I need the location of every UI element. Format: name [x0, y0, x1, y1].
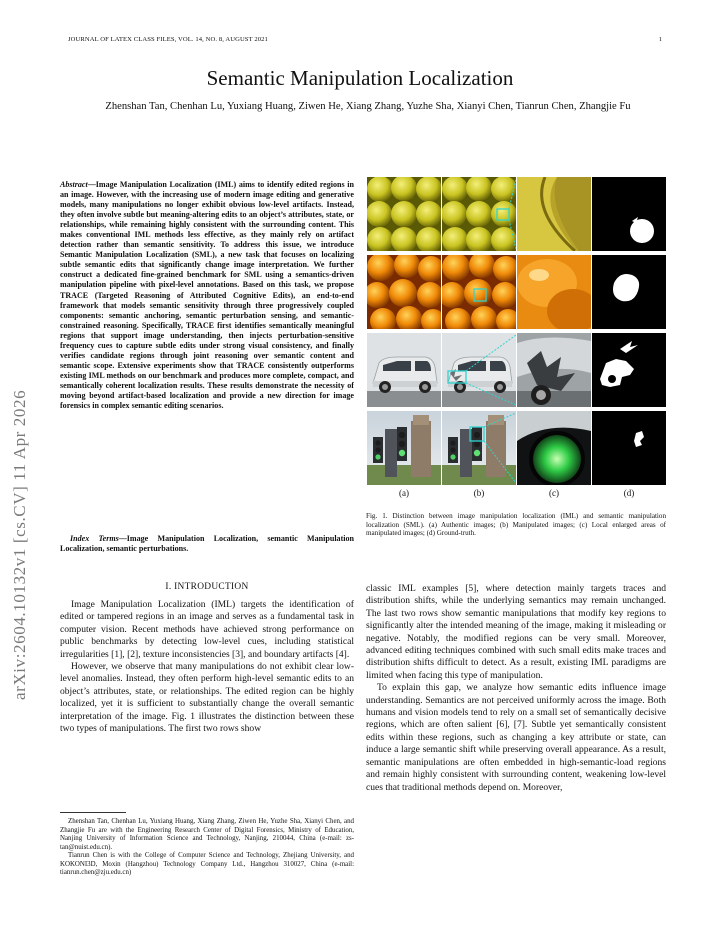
index-terms-text: —Image Manipulation Localization, semantic Manipulation Localization, semantic perturbations.: [60, 534, 354, 554]
intro-left-column: [60, 599, 354, 735]
figure-column-label: (c): [549, 488, 559, 498]
author-list: Zhenshan Tan, Chenhan Lu, Yuxiang Huang, Ziwen He, Xiang Zhang, Yuzhe Sha, Xianyi Chen, Tianrun Chen, Zhangjie Fu: [105, 101, 631, 112]
footnote: Tianrun Chen is with the College of Computer Science and Technology, Zhejiang University, and KOKONI3D, Moxin (Hangzhou) Technology Company Ltd., Hangzhou 310027, China (e-mail: tianrun.chen@zju.edu.cn): [60, 852, 354, 877]
page-number: 1: [658, 36, 662, 43]
figure-image-peppers-authentic: [367, 255, 441, 329]
figure-image-van-authentic: [367, 333, 441, 407]
figure-image-van-zoom: [517, 333, 591, 407]
intro-paragraph: Image Manipulation Localization (IML) targets the identification of edited or tampered regions in an image and serves as a fundamental task in computer vision. Recent methods have achieved strong performance on public benchmarks by detecting low-level cues, including statistical irregularities [1], [2], texture inconsistencies [3], and boundary artifacts [4].: [60, 599, 354, 660]
section-heading: I. INTRODUCTION: [165, 582, 249, 592]
footnotes: [60, 818, 354, 878]
footnote-rule: [60, 812, 126, 813]
intro-paragraph: classic IML examples [5], where detection mainly targets traces and distribution shifts, while the underlying semantics may remain unchanged. The last two rows show semantic manipulations that modify key regions to significantly alter the intended meaning of the image, making it misleading or negative. Notably, the modified regions can be very small. Moreover, advanced editing techniques combined with such small edits make traces and distribution shifts difficult to detect. As a result, existing IML paradigms are limited when facing this type of manipulation.: [366, 583, 666, 681]
figure-image-van-groundtruth: [592, 333, 666, 407]
figure-image-apples-authentic: [367, 177, 441, 251]
figure-image-apples-manipulated: [442, 177, 516, 251]
figure-column-label: (b): [473, 488, 485, 498]
running-head: JOURNAL OF LATEX CLASS FILES, VOL. 14, NO. 8, AUGUST 2021: [68, 36, 268, 43]
intro-paragraph: To explain this gap, we analyze how semantic edits influence image understanding. Semantics are not perceived uniformly across the image. Both humans and vision models tend to rely on a small set of semantically decisive regions, which are often salient [6], [7]. Subtle yet semantically consistent edits within these regions, such as changing a key attribute or state, can induce a large semantic shift while preserving overall appearance. As a result, semantic manipulations are often embedded in high-semantic-load regions and remain highly consistent with surrounding content, weakening low-level cues that traditional methods depend on. Moreover,: [366, 682, 666, 793]
figure-image-peppers-manipulated: [442, 255, 516, 329]
figure-image-traffic-light-manipulated: [442, 411, 516, 485]
figure-image-traffic-light-zoom: [517, 411, 591, 485]
intro-paragraph: However, we observe that many manipulations do not exhibit clear low-level anomalies. Instead, they often perform high-level semantic edits to an object’s attributes, state, or relationships. The edited region can be highly localized, yet it is sufficient to substantially change the overall semantic interpretation of the image. Fig. 1 illustrates the distinction between these two types of manipulations. The first two rows show: [60, 661, 354, 735]
figure-image-apples-zoom: [517, 177, 591, 251]
figure-image-van-manipulated: [442, 333, 516, 407]
index-terms: [60, 534, 354, 554]
intro-right-column: [366, 583, 666, 794]
index-terms-label: Index Terms: [70, 534, 119, 543]
abstract-label: Abstract: [60, 180, 88, 189]
figure-column-label: (d): [623, 488, 635, 498]
arxiv-identifier: arXiv:2604.10132v1 [cs.CV] 11 Apr 2026: [10, 389, 29, 700]
paper-title: Semantic Manipulation Localization: [206, 66, 514, 90]
figure-image-peppers-groundtruth: [592, 255, 666, 329]
figure-image-traffic-light-authentic: [367, 411, 441, 485]
figure-caption: Fig. 1. Distinction between image manipulation localization (IML) and semantic manipulation localization (SML). (a) Authentic images; (b) Manipulated images; (c) Local enlarged areas of manipulated images; (d) Ground-truth.: [366, 512, 666, 538]
abstract-text: —Image Manipulation Localization (IML) aims to identify edited regions in an image. However, with the increasing use of modern image editing and generative models, many manipulations no longer exhibit obvious low-level artifacts. Instead, they often involve subtle but meaning-altering edits to an object’s attributes, state, or relationships, while remaining highly consistent with the surrounding content. This makes conventional IML methods less effective, as they mainly rely on artifact detection rather than semantic sensitivity. To address this issue, we introduce Semantic Manipulation Localization (SML), a new task that focuses on localizing subtle semantic edits that significantly change image interpretation. We further construct a dedicated fine-grained benchmark for SML using a semantics-driven manipulation pipeline with pixel-level annotations. Based on this task, we propose TRACE (Targeted Reasoning of Attributed Cognitive Edits), an end-to-end framework that models semantic sensitivity through three progressively coupled components: semantic anchoring, semantic perturbation sensing, and semantic-constrained reasoning. Specifically, TRACE first identifies semantically meaningful regions that support image understanding, then injects perturbation-sensitive frequency cues to capture subtle edits under strong visual consistency, and finally verifies candidate regions through joint reasoning over semantic content and semantic scope. Extensive experiments show that TRACE consistently outperforms existing IML methods on our benchmark and produces more complete, compact, and semantically coherent localization results. These results demonstrate the necessity of moving beyond artifact-based localization and provide a new direction for image forensics in complex semantic editing scenarios.: [60, 180, 354, 411]
figure-column-label: (a): [399, 488, 409, 498]
figure-image-apples-groundtruth: [592, 177, 666, 251]
abstract: [60, 180, 354, 411]
figure-image-traffic-light-groundtruth: [592, 411, 666, 485]
figure-image-peppers-zoom: [517, 255, 591, 329]
figure-1: [367, 177, 668, 485]
footnote: Zhenshan Tan, Chenhan Lu, Yuxiang Huang, Xiang Zhang, Ziwen He, Yuzhe Sha, Xianyi Chen, and Zhangjie Fu are with the Engineering Research Center of Digital Forensics, Ministry of Education, Nanjing University of Information Science and Technology, Nanjing, 210044, China (e-mail: zs-tan@nuist.edu.cn).: [60, 818, 354, 851]
